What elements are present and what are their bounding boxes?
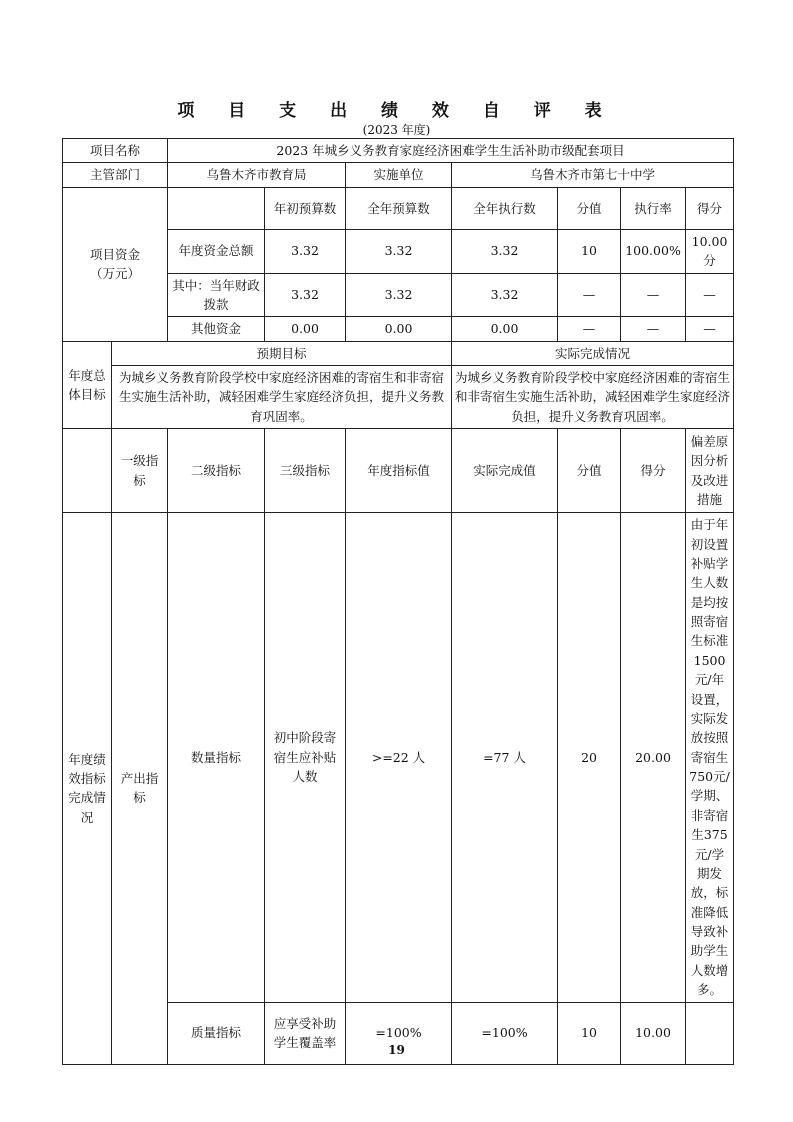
indicator-header-blank: [63, 429, 112, 513]
project-name-value: 2023 年城乡义务教育家庭经济困难学生生活补助市级配套项目: [168, 139, 734, 163]
indicator-section-label: 年度绩效指标完成情况: [63, 513, 112, 1064]
funds-cell: 10: [558, 229, 621, 273]
indicator-header: 得分: [621, 429, 686, 513]
actual-goal-label: 实际完成情况: [452, 341, 734, 365]
actual-value: =77 人: [452, 513, 558, 1002]
points-value: 10: [558, 1002, 621, 1064]
page-number: 19: [388, 1043, 405, 1057]
target-value: =100%: [346, 1002, 452, 1064]
funds-cell: 3.32: [265, 273, 346, 317]
funds-header: 年初预算数: [265, 187, 346, 229]
performance-table: [62, 138, 734, 1065]
level2-indicator: 数量指标: [168, 513, 265, 1002]
dept-label: 主管部门: [63, 163, 168, 187]
deviation-reason: 由于年初设置补贴学生人数是均按照寄宿生标准1500元/年设置，实际发放按照寄宿生750元/学期、非寄宿生375元/学期发放，标准降低导致补助学生人数增多。: [686, 513, 734, 1002]
funds-header: 执行率: [621, 187, 686, 229]
indicator-header: 三级指标: [265, 429, 346, 513]
indicator-header: 分值: [558, 429, 621, 513]
funds-row-label: 其他资金: [168, 317, 265, 341]
actual-value: =100%: [452, 1002, 558, 1064]
indicator-header: 一级指标: [112, 429, 168, 513]
funds-cell: —: [686, 273, 734, 317]
actual-goal-text: 为城乡义务教育阶段学校中家庭经济困难的寄宿生和非寄宿生实施生活补助，减轻困难学生家庭经济负担，提升义务教育巩固率。: [452, 366, 734, 429]
funds-cell: —: [558, 317, 621, 341]
funds-cell: 0.00: [346, 317, 452, 341]
funds-label: 项目资金 （万元）: [63, 187, 168, 341]
indicator-header: 实际完成值: [452, 429, 558, 513]
score-value: 10.00: [621, 1002, 686, 1064]
page-title: 项 目 支 出 绩 效 自 评 表: [177, 101, 616, 121]
level1-indicator: 产出指标: [112, 513, 168, 1064]
funds-header: 全年预算数: [346, 187, 452, 229]
funds-cell: —: [621, 317, 686, 341]
indicator-header: 年度指标值: [346, 429, 452, 513]
funds-cell: 3.32: [265, 229, 346, 273]
funds-cell: 10.00 分: [686, 229, 734, 273]
score-value: 20.00: [621, 513, 686, 1002]
funds-cell: 3.32: [346, 273, 452, 317]
level2-indicator: 质量指标: [168, 1002, 265, 1064]
unit-value: 乌鲁木齐市第七十中学: [452, 163, 734, 187]
funds-header-blank: [168, 187, 265, 229]
funds-row-label: 年度资金总额: [168, 229, 265, 273]
funds-row-label: 其中：当年财政拨款: [168, 273, 265, 317]
funds-cell: —: [686, 317, 734, 341]
funds-header: 分值: [558, 187, 621, 229]
indicator-header: 二级指标: [168, 429, 265, 513]
funds-cell: 3.32: [452, 229, 558, 273]
funds-cell: —: [558, 273, 621, 317]
unit-label: 实施单位: [346, 163, 452, 187]
expected-goal-text: 为城乡义务教育阶段学校中家庭经济困难的寄宿生和非寄宿生实施生活补助，减轻困难学生家庭经济负担，提升义务教育巩固率。: [112, 366, 452, 429]
indicator-header: 偏差原因分析及改进措施: [686, 429, 734, 513]
page-subtitle: (2023 年度): [362, 123, 431, 137]
goals-label: 年度总体目标: [63, 341, 112, 429]
funds-cell: 3.32: [346, 229, 452, 273]
project-name-label: 项目名称: [63, 139, 168, 163]
funds-cell: 100.00%: [621, 229, 686, 273]
expected-goal-label: 预期目标: [112, 341, 452, 365]
level3-indicator: 初中阶段寄宿生应补贴人数: [265, 513, 346, 1002]
points-value: 20: [558, 513, 621, 1002]
funds-cell: —: [621, 273, 686, 317]
funds-cell: 3.32: [452, 273, 558, 317]
target-value: >=22 人: [346, 513, 452, 1002]
dept-value: 乌鲁木齐市教育局: [168, 163, 346, 187]
funds-cell: 0.00: [265, 317, 346, 341]
funds-header: 全年执行数: [452, 187, 558, 229]
funds-cell: 0.00: [452, 317, 558, 341]
funds-header: 得分: [686, 187, 734, 229]
level3-indicator: 应享受补助学生覆盖率: [265, 1002, 346, 1064]
